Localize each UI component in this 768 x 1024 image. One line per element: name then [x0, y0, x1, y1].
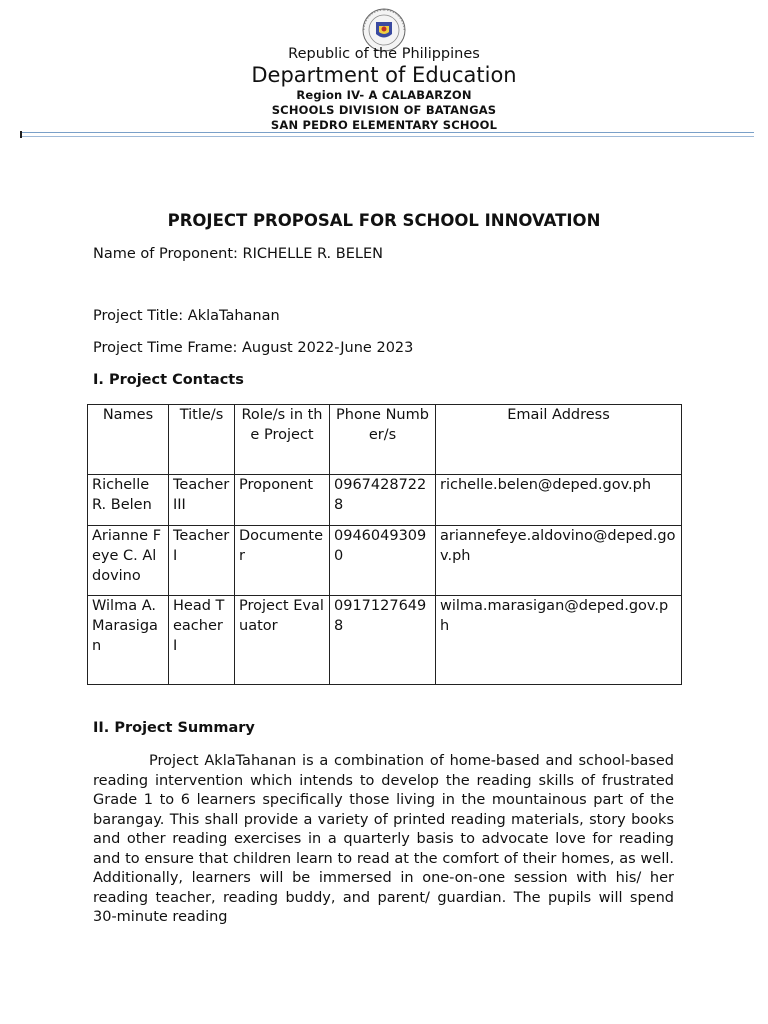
contact-name: Wilma A. Marasigan [88, 596, 169, 685]
proponent-line: Name of Proponent: RICHELLE R. BELEN [93, 246, 383, 262]
header-school: SAN PEDRO ELEMENTARY SCHOOL [270, 118, 498, 132]
table-row [88, 526, 682, 596]
project-title-line: Project Title: AklaTahanan [93, 308, 280, 324]
column-header: Email Address [436, 405, 682, 475]
contact-email: ariannefeye.aldovino@deped.gov.ph [436, 526, 682, 596]
header-department: Department of Education [251, 63, 517, 87]
header-division: SCHOOLS DIVISION OF BATANGAS [271, 103, 497, 117]
contact-role: Documenter [235, 526, 330, 596]
divider-tick-mark [20, 131, 22, 138]
column-header: Phone Number/s [330, 405, 436, 475]
contacts-table [87, 404, 682, 685]
summary-paragraph [93, 752, 674, 930]
section-heading-summary: II. Project Summary [93, 720, 255, 736]
section-heading-contacts: I. Project Contacts [93, 372, 244, 388]
table-row [88, 475, 682, 526]
contact-title: Teacher III [169, 475, 235, 526]
header-region: Region IV- A CALABARZON [296, 88, 472, 102]
table-row [88, 596, 682, 685]
document-title: PROJECT PROPOSAL FOR SCHOOL INNOVATION [167, 211, 601, 230]
column-header: Title/s [169, 405, 235, 475]
contact-name: Richelle R. Belen [88, 475, 169, 526]
contact-role: Proponent [235, 475, 330, 526]
contact-email: wilma.marasigan@deped.gov.ph [436, 596, 682, 685]
contact-phone: 09460493090 [330, 526, 436, 596]
contact-email: richelle.belen@deped.gov.ph [436, 475, 682, 526]
contact-phone: 09674287228 [330, 475, 436, 526]
header-divider [20, 132, 754, 133]
table-header-row [88, 405, 682, 475]
contact-name: Arianne Feye C. Aldovino [88, 526, 169, 596]
time-frame-line: Project Time Frame: August 2022-June 2023 [93, 340, 414, 356]
column-header: Role/s in the Project [235, 405, 330, 475]
contact-role: Project Evaluator [235, 596, 330, 685]
header-republic: Republic of the Philippines [288, 46, 480, 62]
summary-text: Project AklaTahanan is a combination of home-based and school-based reading intervention which intends to develop the reading skills of frustrated Grade 1 to 6 learners specifically those living in the mountainous part of the barangay. This shall provide a variety of printed reading materials, story books and other reading exercises in a quarterly basis to advocate love for reading and to ensure that children learn to read at the comfort of their homes, as well. Additionally, learners will be immersed in one-on-one session with his/ her reading teacher, reading buddy, and parent/ guardian. The pupils will spend 30-minute reading [93, 753, 674, 925]
contact-title: Head Teacher I [169, 596, 235, 685]
contact-title: Teacher I [169, 526, 235, 596]
column-header: Names [88, 405, 169, 475]
contact-phone: 09171276498 [330, 596, 436, 685]
header-divider-thin [20, 136, 754, 137]
